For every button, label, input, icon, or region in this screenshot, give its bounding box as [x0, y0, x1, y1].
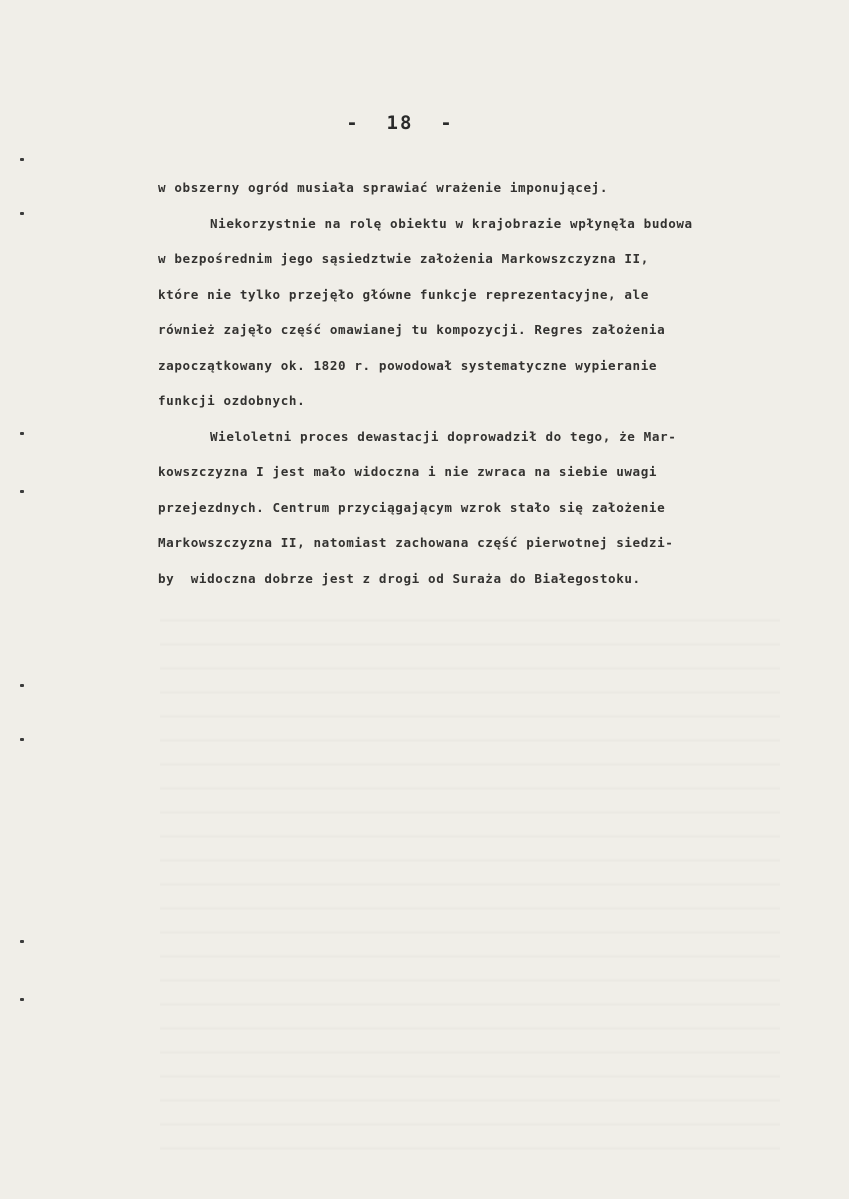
text-line: Wieloletni proces dewastacji doprowadził do tego, że Mar-: [210, 428, 677, 444]
margin-mark: [20, 684, 24, 687]
text-line: zapoczątkowany ok. 1820 r. powodował systematyczne wypieranie: [158, 357, 658, 373]
show-through-texture: [160, 610, 780, 1170]
margin-mark: [20, 432, 24, 435]
body-text: [158, 170, 818, 596]
margin-mark: [20, 158, 24, 161]
page-number: - 18 -: [346, 112, 454, 134]
text-line: przejezdnych. Centrum przyciągającym wzrok stało się założenie: [158, 499, 666, 515]
margin-mark: [20, 998, 24, 1001]
text-line: by widoczna dobrze jest z drogi od Suraża do Białegostoku.: [158, 570, 641, 586]
margin-mark: [20, 212, 24, 215]
text-line: Niekorzystnie na rolę obiektu w krajobrazie wpłynęła budowa: [210, 215, 693, 231]
text-line: w obszerny ogród musiała sprawiać wrażenie imponującej.: [158, 180, 609, 195]
text-line: w bezpośrednim jego sąsiedztwie założenia Markowszczyzna II,: [158, 251, 649, 266]
margin-mark: [20, 490, 24, 493]
text-line: kowszczyzna I jest mało widoczna i nie zwraca na siebie uwagi: [158, 464, 658, 479]
text-line: które nie tylko przejęło główne funkcje reprezentacyjne, ale: [158, 286, 649, 302]
text-line: Markowszczyzna II, natomiast zachowana część pierwotnej siedzi-: [158, 535, 674, 550]
text-line: również zajęło część omawianej tu kompozycji. Regres założenia: [158, 322, 666, 337]
margin-mark: [20, 738, 24, 741]
text-line: funkcji ozdobnych.: [158, 393, 306, 408]
margin-mark: [20, 940, 24, 943]
